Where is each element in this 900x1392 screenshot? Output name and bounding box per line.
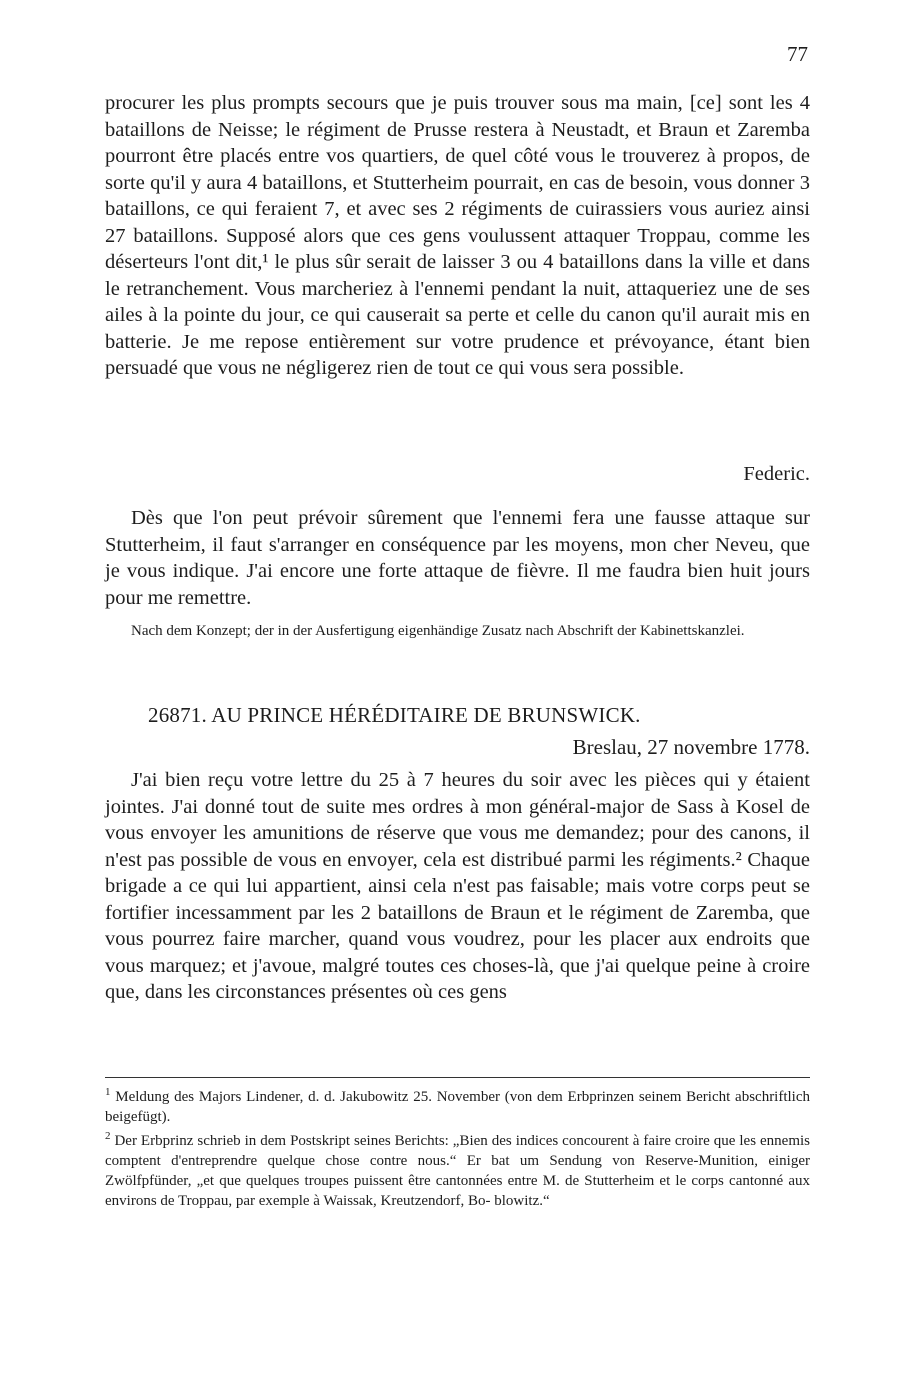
footnote-2 [105, 1131, 810, 1211]
footnote-separator [105, 1077, 810, 1078]
footnote-2-text: Der Erbprinz schrieb in dem Postskript seines Berichts: „Bien des indices concourent à faire croire que les ennemis comptent d'entreprendre quelque chose contre nous.“ Er bat um Sendung von Reserve-Munition, einiger Zwölfpfünder, „et que quelques troupes puissent être cantonnées entre M. de Stutterheim et le corps cantonné aux environs de Troppau, par exemple à Waissak, Kreutzendorf, Bo- blowitz.“ [105, 1133, 810, 1209]
footnote-1-mark: 1 [105, 1086, 111, 1098]
footnote-1-text: Meldung des Majors Lindener, d. d. Jakubowitz 25. November (von dem Erbprinzen seinem Bericht abschriftlich beigefügt). [105, 1089, 811, 1125]
letter-heading: 26871. AU PRINCE HÉRÉDITAIRE DE BRUNSWICK. [148, 703, 641, 727]
footnote-1 [105, 1087, 810, 1127]
signature: Federic. [743, 463, 810, 485]
letter-dateline: Breslau, 27 novembre 1778. [572, 735, 810, 759]
letter-continuation-paragraph: procurer les plus prompts secours que je puis trouver sous ma main, [ce] sont les 4 bataillons de Neisse; le régiment de Prusse restera à Neustadt, et Braun et Zaremba pourront être placés entre vos quartiers, de quel côté vous le trouverez à propos, de sorte qu'il y aura 4 bataillons, et Stutterheim pourrait, en cas de besoin, vous donner 3 bataillons, ce qui feraient 7, et avec ses 2 régiments de cuirassiers vous auriez ainsi 27 bataillons. Supposé alors que ces gens voulussent attaquer Troppau, comme les déserteurs l'ont dit,¹ le plus sûr serait de laisser 3 ou 4 bataillons dans la ville et dans le retranchement. Vous marcheriez à l'ennemi pendant la nuit, attaqueriez une de ses ailes à la pointe du jour, ce qui causerait sa perte et celle du canon qu'il aurait mis en batterie. Je me repose entièrement sur votre prudence et prévoyance, étant bien persuadé que vous ne négligerez rien de tout ce qui vous sera possible. [105, 92, 810, 379]
page-number: 77 [787, 42, 808, 66]
footnote-2-mark: 2 [105, 1130, 111, 1142]
letter-body-paragraph: J'ai bien reçu votre lettre du 25 à 7 heures du soir avec les pièces qui y étaient jointes. J'ai donné tout de suite mes ordres à mon général-major de Sass à Kosel de vous envoyer les amunitions de réserve que vous me demandez; pour des canons, il n'est pas possible de vous en envoyer, cela est distribué parmi les régiments.² Chaque brigade a ce qui lui appartient, ainsi cela n'est pas faisable; mais votre corps peut se fortifier incessamment par les 2 bataillons de Braun et le régiment de Zaremba, que vous pourrez faire marcher, quand vous voudrez, pour les placer aux endroits que vous marquez; et j'avoue, malgré toutes ces choses-là, que j'ai quelque peine à croire que, dans les circonstances présentes où ces gens [105, 769, 810, 1003]
source-note: Nach dem Konzept; der in der Ausfertigung eigenhändige Zusatz nach Abschrift der Kabinettskanzlei. [131, 623, 745, 639]
postscript-paragraph: Dès que l'on peut prévoir sûrement que l'ennemi fera une fausse attaque sur Stutterheim, il faut s'arranger en conséquence par les moyens, mon cher Neveu, que je vous indique. J'ai encore une forte attaque de fièvre. Il me faudra bien huit jours pour me remettre. [105, 507, 810, 609]
